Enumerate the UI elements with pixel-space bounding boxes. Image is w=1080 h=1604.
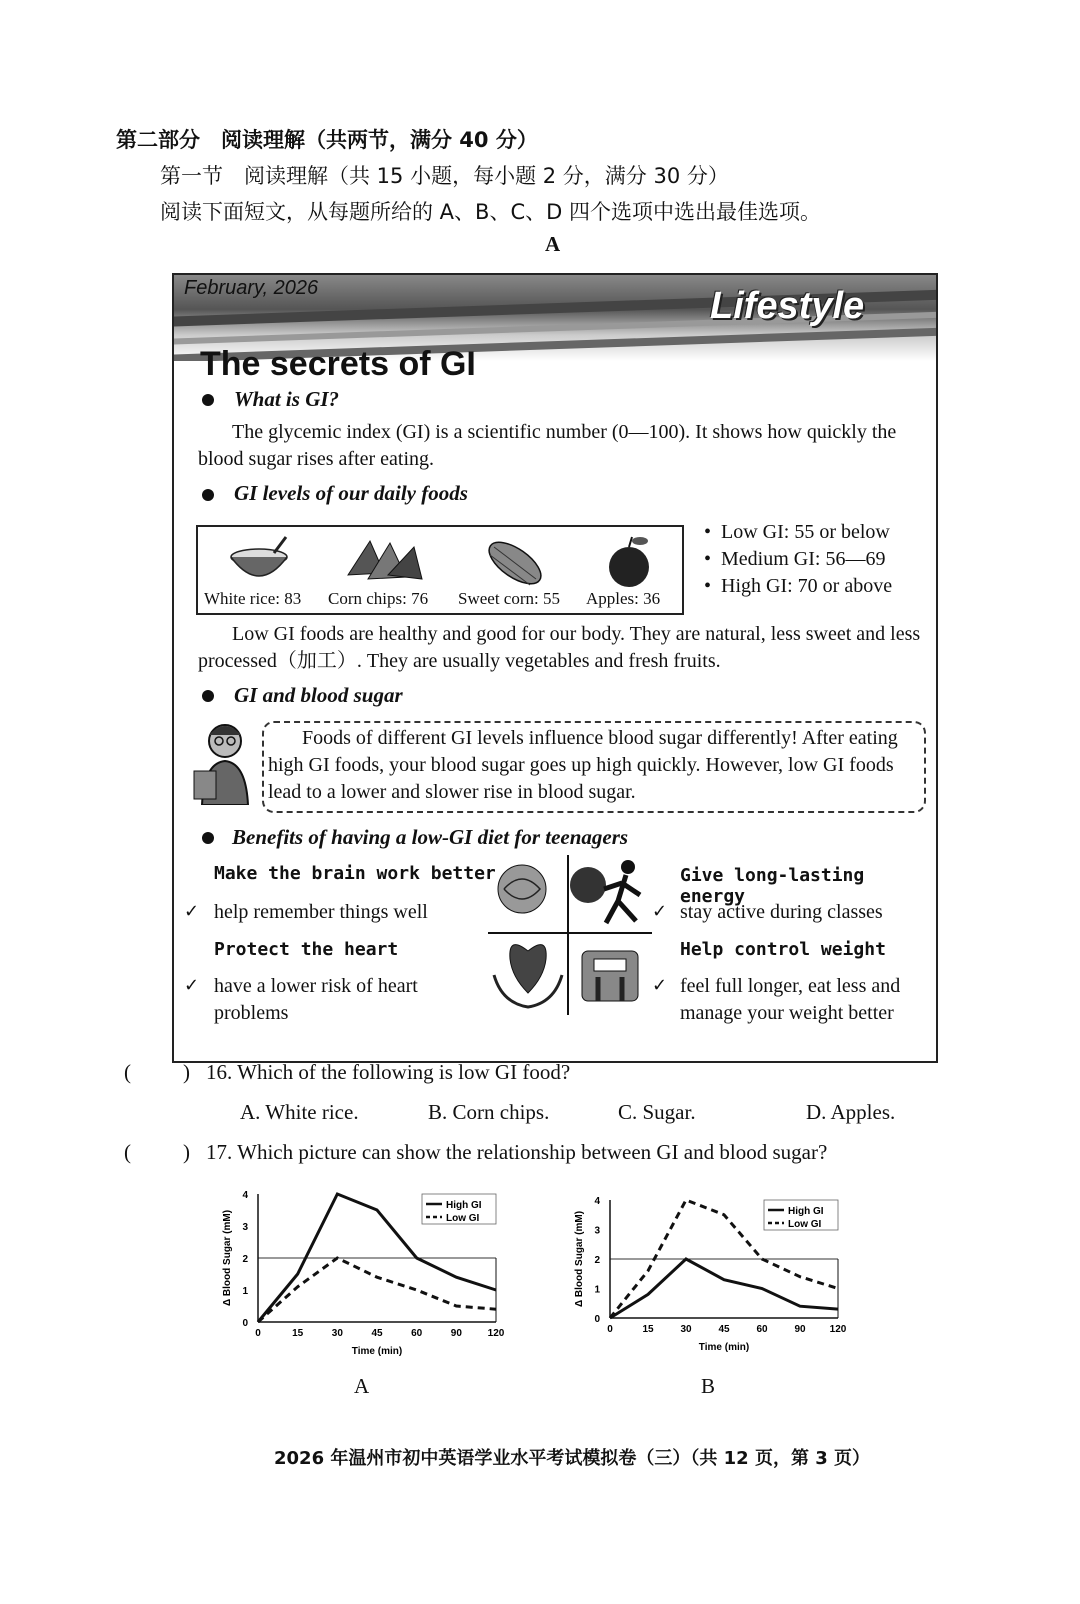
- what-text: The glycemic index (GI) is a scientific number (0—100). It shows how quickly the blood sugar rises after eating.: [198, 421, 897, 470]
- page-footer: 2026 年温州市初中英语学业水平考试模拟卷（三）（共 12 页，第 3 页）: [274, 1448, 871, 1469]
- food-box: [196, 525, 684, 615]
- option-b[interactable]: B. Corn chips.: [428, 1100, 550, 1124]
- apple-icon: [602, 533, 656, 591]
- benefit-title-weight: Help control weight: [680, 939, 886, 960]
- gi-level-item: • Medium GI: 56—69: [704, 548, 886, 570]
- corn-chips-icon: [344, 535, 426, 587]
- benefit-text-heart: have a lower risk of heart problems: [214, 975, 418, 1024]
- x-tick-label: 90: [794, 1324, 806, 1335]
- article-title: The secrets of GI: [200, 345, 476, 383]
- x-tick-label: 0: [255, 1328, 261, 1339]
- low-gi-text: Low GI foods are healthy and good for our body. They are natural, less sweet and less processed（加工）. They are usually vegetables and fresh fruits.: [198, 623, 921, 672]
- gi-level-item: • Low GI: 55 or below: [704, 521, 890, 543]
- option-a[interactable]: A. White rice.: [240, 1100, 359, 1124]
- y-tick-label: 0: [594, 1314, 600, 1325]
- part-title: 第二部分 阅读理解（共两节，满分 40 分）: [116, 128, 538, 152]
- scale-icon: [582, 951, 638, 1001]
- chart-a-label[interactable]: A: [354, 1374, 370, 1398]
- check-mark: ✓: [652, 901, 668, 922]
- doctor-icon: [190, 719, 260, 805]
- x-tick-label: 0: [607, 1324, 613, 1335]
- y-tick-label: 0: [242, 1318, 248, 1329]
- benefit-text-weight: feel full longer, eat less and manage your weight better: [680, 975, 901, 1024]
- food-label: White rice: 83: [204, 589, 302, 608]
- issue-date: February, 2026: [184, 277, 319, 299]
- check-mark: ✓: [652, 975, 668, 996]
- legend-label: Low GI: [788, 1219, 822, 1230]
- benefit-text-energy: stay active during classes: [680, 901, 883, 923]
- bullet: [202, 394, 214, 406]
- blood-text: Foods of different GI levels influence blood sugar differently! After eating high GI foods, your blood sugar goes up high quickly. However, low GI foods lead to a lower and slower rise in blood sugar.: [268, 727, 898, 803]
- answer-bracket[interactable]: ( ): [124, 1060, 190, 1084]
- y-tick-label: 4: [242, 1190, 248, 1201]
- benefits-icon-grid: [488, 855, 652, 1015]
- heart-hands-icon: [494, 945, 562, 1007]
- benefit-title-brain: Make the brain work better: [214, 863, 496, 884]
- chart-a[interactable]: [210, 1182, 520, 1358]
- x-tick-label: 30: [680, 1324, 692, 1335]
- option-c[interactable]: C. Sugar.: [618, 1100, 696, 1124]
- benefit-title-energy: Give long-lasting energy: [680, 865, 865, 907]
- rice-bowl-icon: [224, 535, 294, 585]
- check-mark: ✓: [184, 901, 200, 922]
- chart-b[interactable]: [562, 1188, 862, 1354]
- legend-label: High GI: [446, 1200, 482, 1211]
- option-d[interactable]: D. Apples.: [806, 1100, 896, 1124]
- benefit-title-heart: Protect the heart: [214, 939, 399, 960]
- x-tick-label: 30: [331, 1328, 343, 1339]
- bullet: [202, 690, 214, 702]
- bullet: [202, 832, 214, 844]
- check-mark: ✓: [184, 975, 200, 996]
- x-tick-label: 120: [829, 1324, 847, 1335]
- x-tick-label: 90: [450, 1328, 462, 1339]
- food-label: Apples: 36: [586, 589, 661, 608]
- x-tick-label: 45: [718, 1324, 730, 1335]
- y-tick-label: 4: [594, 1196, 600, 1207]
- y-tick-label: 1: [242, 1286, 248, 1297]
- series-line-high-gi: [610, 1259, 838, 1318]
- column-name: Lifestyle: [710, 285, 865, 327]
- benefits-heading: Benefits of having a low-GI diet for teenagers: [232, 825, 629, 849]
- benefit-text-brain: help remember things well: [214, 901, 428, 923]
- sweet-corn-icon: [480, 535, 550, 589]
- x-axis-label: Time (min): [698, 1342, 750, 1353]
- question-16: 16. Which of the following is low GI food?: [206, 1060, 571, 1084]
- brain-icon: [498, 865, 546, 913]
- levels-heading: GI levels of our daily foods: [234, 481, 468, 505]
- answer-bracket[interactable]: ( ): [124, 1140, 190, 1164]
- what-heading: What is GI?: [234, 387, 340, 411]
- food-label: Sweet corn: 55: [458, 589, 560, 608]
- passage-letter: A: [545, 232, 561, 256]
- x-tick-label: 120: [487, 1328, 505, 1339]
- y-tick-label: 2: [242, 1254, 248, 1265]
- y-tick-label: 3: [594, 1225, 600, 1237]
- section-title: 第一节 阅读理解（共 15 小题，每小题 2 分，满分 30 分）: [160, 164, 729, 188]
- y-axis-label: Δ Blood Sugar (mM): [574, 1210, 585, 1308]
- x-tick-label: 15: [292, 1328, 304, 1339]
- x-tick-label: 60: [411, 1328, 423, 1339]
- article-panel: [172, 273, 938, 1063]
- y-axis-label: Δ Blood Sugar (mM): [222, 1209, 233, 1307]
- question-17: 17. Which picture can show the relationship between GI and blood sugar?: [206, 1140, 828, 1164]
- x-axis-label: Time (min): [351, 1346, 403, 1357]
- y-tick-label: 2: [594, 1255, 600, 1266]
- legend-label: High GI: [788, 1206, 824, 1217]
- running-icon: [570, 860, 640, 923]
- gi-level-item: • High GI: 70 or above: [704, 575, 893, 597]
- series-line-low-gi: [258, 1258, 496, 1322]
- x-tick-label: 15: [642, 1324, 654, 1335]
- gi-level-list: [704, 519, 892, 600]
- instruction: 阅读下面短文，从每题所给的 A、B、C、D 四个选项中选出最佳选项。: [160, 200, 821, 224]
- chart-b-label[interactable]: B: [701, 1374, 716, 1398]
- food-label: Corn chips: 76: [328, 589, 429, 608]
- bullet: [202, 489, 214, 501]
- x-tick-label: 60: [756, 1324, 768, 1335]
- x-tick-label: 45: [371, 1328, 383, 1339]
- blood-heading: GI and blood sugar: [234, 683, 403, 707]
- legend-label: Low GI: [446, 1213, 480, 1224]
- y-tick-label: 3: [242, 1222, 248, 1233]
- y-tick-label: 1: [594, 1284, 600, 1296]
